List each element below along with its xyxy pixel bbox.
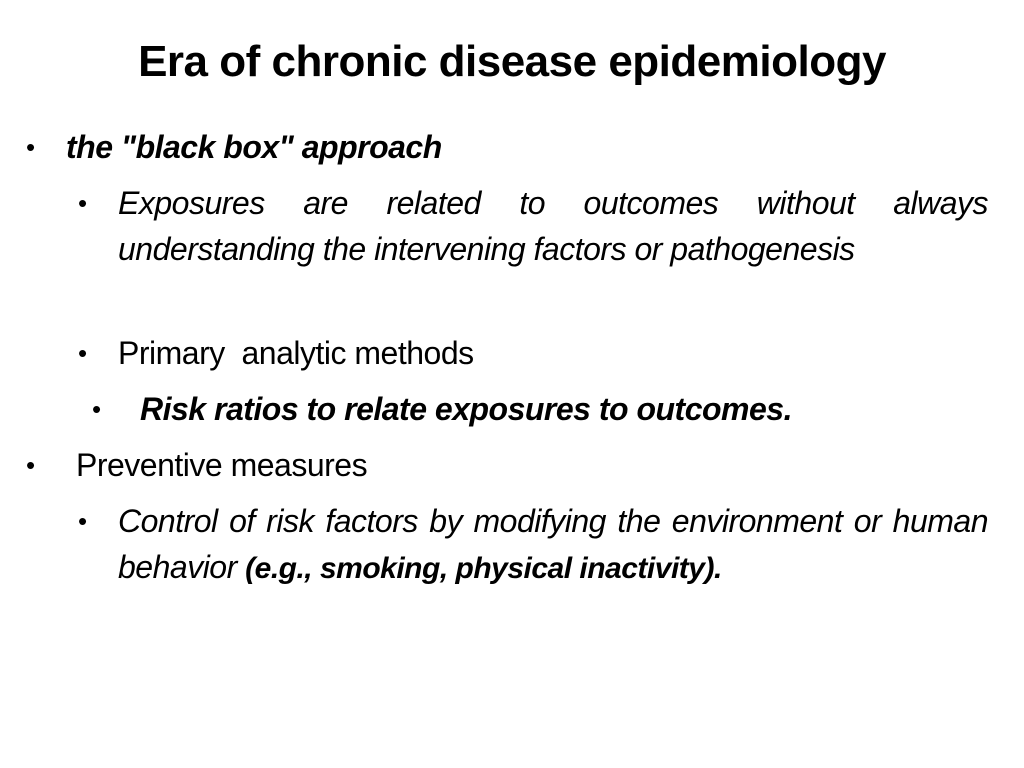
- bullet-text: Primary analytic methods: [118, 335, 474, 371]
- bullet-text: Exposures are related to outcomes without always understanding the intervening factors or pathogenesis: [118, 185, 988, 267]
- slide-title: Era of chronic disease epidemiology: [138, 37, 886, 86]
- bullet-item-control: [0, 498, 1024, 636]
- bullet-icon: •: [78, 338, 87, 368]
- bullet-item-exposures: [0, 180, 1024, 318]
- bullet-emphasis: (e.g., smoking, physical inactivity).: [245, 552, 722, 585]
- bullet-item-risk-ratios: [0, 386, 1024, 432]
- bullet-icon: •: [78, 188, 87, 218]
- bullet-icon: •: [92, 394, 101, 424]
- bullet-text-group: [118, 498, 988, 592]
- bullet-text: Risk ratios to relate exposures to outcomes.: [140, 391, 792, 427]
- bullet-item-primary-methods: [0, 330, 1024, 376]
- bullet-icon: •: [78, 506, 87, 536]
- bullet-item-black-box: [0, 124, 1024, 170]
- bullet-icon: •: [26, 132, 35, 162]
- bullet-text: Preventive measures: [76, 447, 368, 483]
- bullet-text: Control of risk factors by modifying the environment or human behavior: [118, 503, 988, 585]
- bullet-item-preventive: [0, 442, 1024, 488]
- bullet-text: the "black box" approach: [66, 129, 442, 165]
- slide-content: [0, 124, 1024, 636]
- bullet-icon: •: [26, 450, 35, 480]
